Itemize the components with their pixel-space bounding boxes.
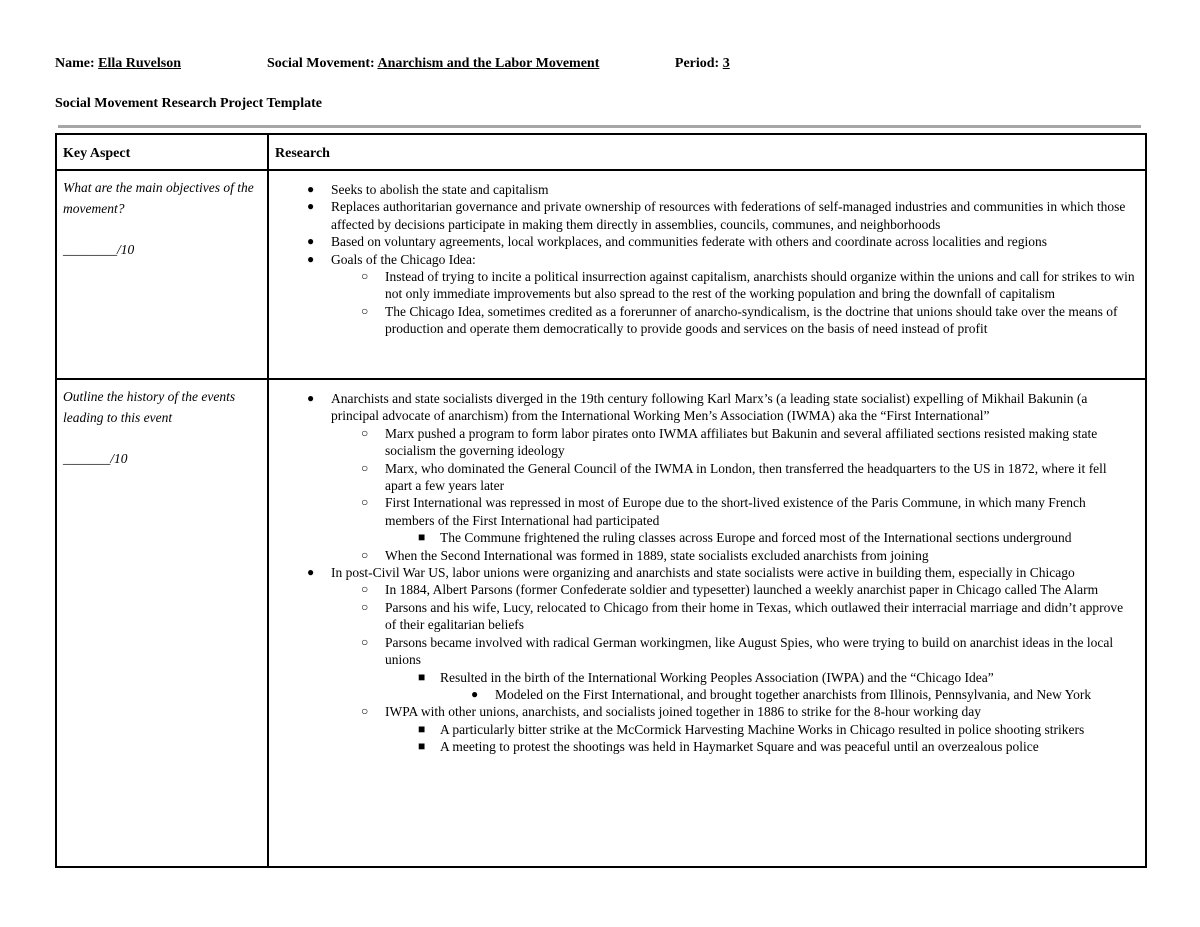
list-item xyxy=(275,686,1137,703)
list-item xyxy=(275,564,1137,581)
bullet-icon: ○ xyxy=(361,425,369,440)
period-label: Period: xyxy=(674,56,720,71)
key-aspect-cell xyxy=(56,170,268,379)
horizontal-divider xyxy=(58,125,1141,128)
bullet-icon: ○ xyxy=(361,634,369,649)
bullet-icon: ○ xyxy=(361,460,369,475)
score-field: _______/10 xyxy=(63,451,128,466)
list-item xyxy=(275,181,1137,198)
list-item xyxy=(275,494,1137,529)
research-cell xyxy=(268,170,1146,379)
list-item-text: A particularly bitter strike at the McCormick Harvesting Machine Works in Chicago resulted in police shooting strikers xyxy=(440,721,1085,737)
bullet-icon: ■ xyxy=(418,669,426,684)
list-item xyxy=(275,703,1137,720)
bullet-icon: ■ xyxy=(418,721,426,736)
list-item xyxy=(275,634,1137,669)
bullet-icon: ● xyxy=(307,251,315,266)
key-aspect-cell xyxy=(56,379,268,867)
list-item-text: In post-Civil War US, labor unions were organizing and anarchists and state socialists were active in building them, especially in Chicago xyxy=(331,565,1075,581)
header-key-aspect: Key Aspect xyxy=(56,134,268,170)
table-row xyxy=(56,170,1146,379)
list-item-text: Modeled on the First International, and brought together anarchists from Illinois, Pennsylvania, and New York xyxy=(495,686,1092,702)
bullet-icon: ○ xyxy=(361,303,369,318)
list-item xyxy=(275,738,1137,755)
list-item-text: Resulted in the birth of the International Working Peoples Association (IWPA) and the “Chicago Idea” xyxy=(440,669,994,685)
list-item xyxy=(275,303,1137,338)
movement-value: Anarchism and the Labor Movement xyxy=(377,56,600,71)
list-item-text: Parsons became involved with radical German workingmen, like August Spies, who were trying to build on anarchist ideas in the local unions xyxy=(385,634,1114,668)
movement-label: Social Movement: xyxy=(267,56,375,71)
period-value: 3 xyxy=(722,56,730,71)
bullet-icon: ○ xyxy=(361,582,369,597)
list-item xyxy=(275,599,1137,634)
header-research: Research xyxy=(268,134,1146,170)
list-item xyxy=(275,669,1137,686)
list-item-text: Instead of trying to incite a political insurrection against capitalism, anarchists should organize within the unions and call for strikes to win not only immediate improvements but also spread to the rest of the working population and bring the downfall of capitalism xyxy=(385,269,1135,302)
research-list xyxy=(269,171,1145,342)
bullet-icon: ○ xyxy=(361,599,369,614)
list-item-text: Anarchists and state socialists diverged in the 19th century following Karl Marx’s (a leading state socialist) expelling of Mikhail Bakunin (a principal advocate of anarchism) from the International Working Men’s Association (IWMA) aka the “First International” xyxy=(331,391,1088,424)
list-item xyxy=(275,198,1137,233)
bullet-icon: ● xyxy=(307,391,315,405)
bullet-icon: ■ xyxy=(418,739,426,754)
research-cell xyxy=(268,379,1146,867)
research-table xyxy=(55,133,1147,868)
list-item-text: First International was repressed in most of Europe due to the short-lived existence of the Paris Commune, in which many French members of the First International had participated xyxy=(385,495,1086,528)
bullet-icon: ○ xyxy=(361,495,369,510)
list-item xyxy=(275,425,1137,460)
list-item-text: In 1884, Albert Parsons (former Confederate soldier and typesetter) launched a weekly anarchist paper in Chicago called The Alarm xyxy=(385,582,1099,598)
list-item-text: A meeting to protest the shootings was held in Haymarket Square and was peaceful until an overzealous police xyxy=(440,739,1039,755)
list-item xyxy=(275,268,1137,303)
table-header-row xyxy=(56,134,1146,170)
list-item xyxy=(275,460,1137,495)
bullet-icon: ● xyxy=(307,199,315,214)
name-label: Name: xyxy=(55,56,95,71)
list-item xyxy=(275,581,1137,598)
list-item xyxy=(275,529,1137,546)
bullet-icon: ● xyxy=(307,182,315,196)
list-item-text: Based on voluntary agreements, local workplaces, and communities federate with others and coordinate across localities and regions xyxy=(331,234,1048,250)
list-item xyxy=(275,547,1137,564)
list-item-text: IWPA with other unions, anarchists, and socialists joined together in 1886 to strike for the 8-hour working day xyxy=(385,704,982,720)
header-line xyxy=(55,55,1155,73)
bullet-icon: ■ xyxy=(418,530,426,545)
list-item-text: Marx pushed a program to form labor pirates onto IWMA affiliates but Bakunin and several affiliated sections resisted making state socialism the governing ideology xyxy=(385,425,1098,459)
list-item-text: Parsons and his wife, Lucy, relocated to Chicago from their home in Texas, which outlawed their interracial marriage and didn’t approve of their egalitarian beliefs xyxy=(385,599,1124,633)
question-text: Outline the history of the events leading to this event xyxy=(63,389,236,425)
question-text: What are the main objectives of the movement? xyxy=(63,180,254,216)
list-item-text: Marx, who dominated the General Council of the IWMA in London, then transferred the headquarters to the US in 1872, where it fell apart a few years later xyxy=(385,460,1107,494)
bullet-icon: ● xyxy=(307,234,315,249)
list-item-text: Goals of the Chicago Idea: xyxy=(331,251,476,267)
list-item-text: Replaces authoritarian governance and private ownership of resources with federations of self-managed industries and communities in which those affected by decisions participate in making them directly in assemblies, councils, communes, and neighborhoods xyxy=(331,199,1126,232)
list-item-text: The Commune frightened the ruling classes across Europe and forced most of the International sections underground xyxy=(440,530,1072,546)
list-item-text: When the Second International was formed in 1889, state socialists excluded anarchists from joining xyxy=(385,547,929,563)
bullet-icon: ○ xyxy=(361,269,369,284)
score-field: ________/10 xyxy=(63,242,135,257)
bullet-icon: ● xyxy=(471,686,479,701)
bullet-icon: ● xyxy=(307,565,315,580)
name-value: Ella Ruvelson xyxy=(98,56,182,71)
list-item xyxy=(275,251,1137,268)
list-item xyxy=(275,390,1137,425)
bullet-icon: ○ xyxy=(361,704,369,719)
list-item xyxy=(275,233,1137,250)
bullet-icon: ○ xyxy=(361,547,369,562)
list-item-text: The Chicago Idea, sometimes credited as a forerunner of anarcho-syndicalism, is the doctrine that unions should take over the means of production and operate them democratically to provide goods and services on the basis of need instead of profit xyxy=(385,303,1118,337)
page-title: Social Movement Research Project Template xyxy=(55,96,322,111)
research-list xyxy=(269,380,1145,760)
table-row xyxy=(56,379,1146,867)
list-item-text: Seeks to abolish the state and capitalism xyxy=(331,182,549,197)
list-item xyxy=(275,721,1137,738)
